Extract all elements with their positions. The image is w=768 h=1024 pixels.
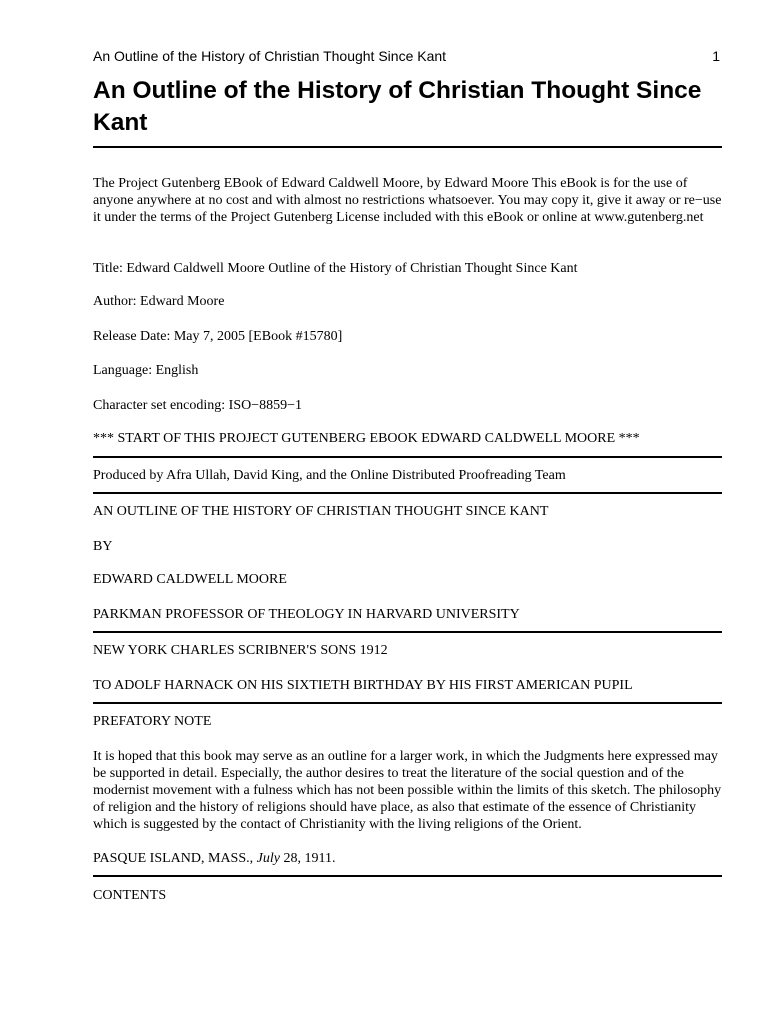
- signoff-month: July: [256, 851, 280, 866]
- section-rule: [93, 875, 722, 877]
- release-date-line: Release Date: May 7, 2005 [EBook #15780]: [93, 329, 343, 344]
- book-title-caps: AN OUTLINE OF THE HISTORY OF CHRISTIAN THOUGHT SINCE KANT: [93, 504, 549, 519]
- signoff-date: 28, 1911.: [279, 851, 336, 866]
- running-header: [93, 46, 722, 66]
- signoff-place: PASQUE ISLAND, MASS.,: [93, 851, 257, 866]
- document-title: An Outline of the History of Christian Thought Since Kant: [93, 77, 702, 136]
- language-line: Language: English: [93, 363, 199, 378]
- produced-by-line: Produced by Afra Ullah, David King, and the Online Distributed Proofreading Team: [93, 468, 566, 483]
- start-marker: *** START OF THIS PROJECT GUTENBERG EBOOK EDWARD CALDWELL MOORE ***: [93, 431, 640, 446]
- charset-line: Character set encoding: ISO−8859−1: [93, 398, 303, 413]
- running-header-title: An Outline of the History of Christian Thought Since Kant: [93, 48, 447, 64]
- title-rule: [93, 146, 722, 148]
- author-caps: EDWARD CALDWELL MOORE: [93, 572, 287, 587]
- prefatory-note-body: It is hoped that this book may serve as an outline for a larger work, in which the Judgments here expressed may be supported in detail. Especially, the author desires to treat the literature of the social question and of the modernist movement with a fulness which has not been possible within the limits of this sketch. The philosophy of religion and the history of religions should have place, as also that estimate of the essence of Christianity which is suggested by the contact of Christianity with the living religions of the Orient.: [93, 749, 722, 832]
- page-number: 1: [712, 48, 720, 64]
- signoff-line: [93, 850, 723, 867]
- title-line: Title: Edward Caldwell Moore Outline of the History of Christian Thought Since Kant: [93, 261, 578, 276]
- license-paragraph: The Project Gutenberg EBook of Edward Caldwell Moore, by Edward Moore This eBook is for the use of anyone anywhere at no cost and with almost no restrictions whatsoever. You may copy it, give it away or re−use it under the terms of the Project Gutenberg License included with this eBook or online at www.gutenberg.net: [93, 176, 722, 225]
- section-rule: [93, 631, 722, 633]
- dedication-line: TO ADOLF HARNACK ON HIS SIXTIETH BIRTHDAY BY HIS FIRST AMERICAN PUPIL: [93, 678, 633, 693]
- professorship-line: PARKMAN PROFESSOR OF THEOLOGY IN HARVARD UNIVERSITY: [93, 607, 520, 622]
- prefatory-note-heading: PREFATORY NOTE: [93, 714, 212, 729]
- by-line: BY: [93, 539, 113, 554]
- section-rule: [93, 702, 722, 704]
- section-rule: [93, 456, 722, 458]
- author-line: Author: Edward Moore: [93, 294, 225, 309]
- contents-heading: CONTENTS: [93, 888, 167, 903]
- section-rule: [93, 492, 722, 494]
- publisher-line: NEW YORK CHARLES SCRIBNER'S SONS 1912: [93, 643, 388, 658]
